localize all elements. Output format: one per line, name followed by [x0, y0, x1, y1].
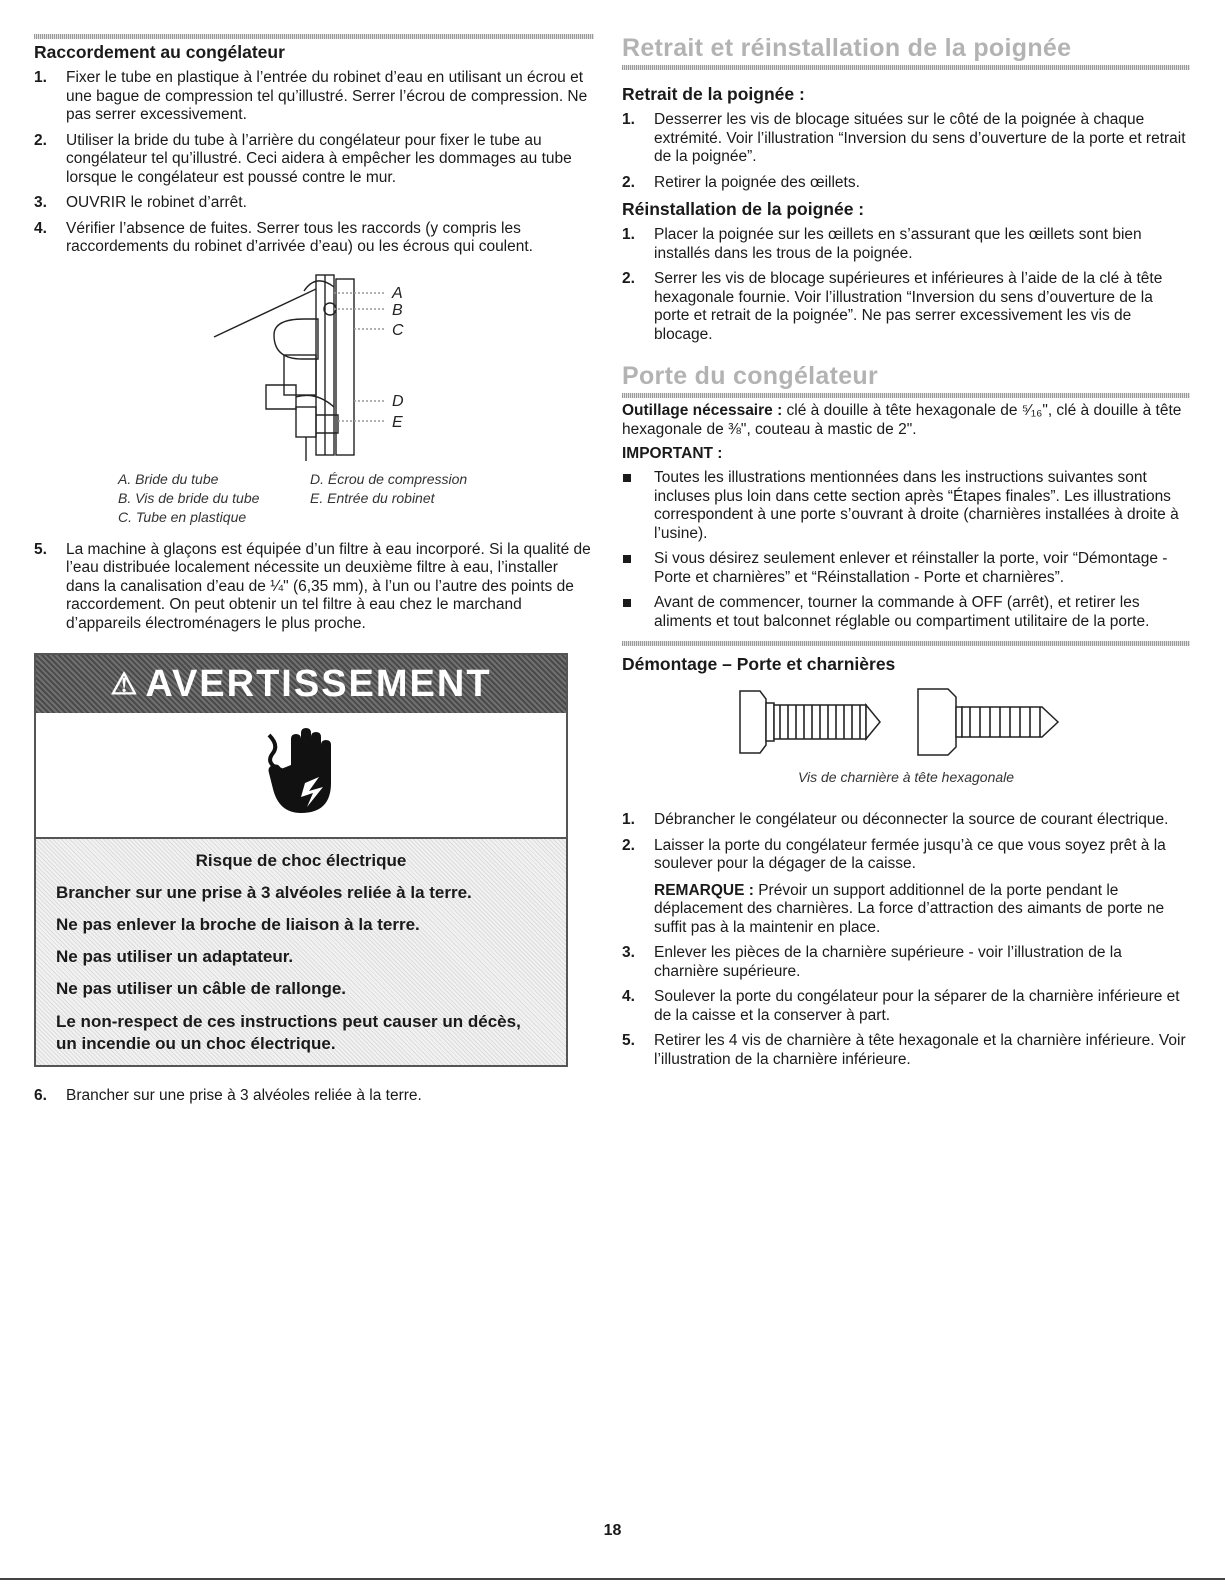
heading-demontage: Démontage – Porte et charnières — [622, 654, 896, 674]
warning-line: Ne pas utiliser un câble de rallonge. — [56, 979, 347, 998]
list-item: 2. Utiliser la bride du tube à l’arrière du congélateur pour fixer le tube au congélateur tel qu’illustré. Ceci aidera à empêcher les dommages au tube lorsque le congélateur est poussé contre le mur. — [34, 131, 572, 186]
list-item: 5. La machine à glaçons est équipée d’un filtre à eau incorporé. Si la qualité de l’eau distribuée localement nécessite un deuxième filtre à eau, l’installer dans la canalisation d’eau de ¼" (6,35 mm), à l’un ou l’autre des points de raccordement. On peut obtenir un tel filtre à eau chez le marchand d’appareils électroménagers le plus proche. — [34, 540, 591, 632]
section-rule — [622, 65, 1190, 70]
callout-d: D — [392, 392, 404, 410]
list-item: 4. Vérifier l’absence de fuites. Serrer tous les raccords (y compris les raccordements du robinet d’arrivée d’eau) ou les écrous qui coulent. — [34, 219, 533, 255]
outillage-paragraph: Outillage nécessaire : clé à douille à tête hexagonale de ⁵⁄₁₆", clé à douille à tête hexagonale de ⅜", couteau à mastic de 2". — [622, 402, 1182, 438]
list-item: Si vous désirez seulement enlever et réinstaller la porte, voir “Démontage - Porte et charnières” et “Réinstallation - Porte et charnières”. — [622, 550, 1190, 587]
callout-c: C — [392, 321, 404, 339]
section-rule — [622, 393, 1190, 398]
list-item: 5. Retirer les 4 vis de charnière à tête hexagonale et la charnière inférieure. Voir l’illustration de la charnière inférieure. — [622, 1032, 1186, 1068]
important-label: IMPORTANT : — [622, 445, 723, 462]
list-item: Toutes les illustrations mentionnées dans les instructions suivantes sont incluses plus loin dans cette section après “Étapes finales”. Les illustrations correspondent à une porte s’ouvrant à droite (charnières installées à droite à l’usine). — [622, 469, 1190, 543]
important-bullets — [622, 469, 1190, 631]
reinstallation-steps — [622, 226, 1190, 344]
list-item: 2. Retirer la poignée des œillets. — [622, 173, 860, 191]
list-item: 1. Placer la poignée sur les œillets en s’assurant que les œillets sont bien installés dans les trous de la poignée. — [622, 226, 1142, 262]
warning-header: ⚠ AVERTISSEMENT — [36, 655, 566, 713]
figure-legend: A. Bride du tube D. Écrou de compression B. Vis de bride du tube E. Entrée du robinet C. Tube en plastique — [118, 470, 468, 525]
section-title-poignee: Retrait et réinstallation de la poignée — [622, 34, 1072, 62]
heading-retrait: Retrait de la poignée : — [622, 84, 805, 104]
section-rule — [34, 34, 594, 39]
raccordement-step5 — [34, 541, 594, 634]
callout-e: E — [392, 413, 403, 431]
list-item: 6. Brancher sur une prise à 3 alvéoles reliée à la terre. — [34, 1087, 422, 1104]
list-item: Avant de commencer, tourner la commande à OFF (arrêt), et retirer les aliments et tout balconnet réglable ou compartiment utilitaire de la porte. — [622, 594, 1190, 631]
callout-b: B — [392, 301, 403, 319]
hex-head-screws-illustration — [622, 681, 1190, 759]
list-item: 1. Desserrer les vis de blocage situées sur le côté de la poignée à chaque extrémité. Voir l’illustration “Inversion du sens d’ouverture de la porte et retrait de la poignée”. — [622, 111, 1186, 165]
warning-subtitle: Risque de choc électrique — [195, 851, 407, 870]
raccordement-steps — [34, 69, 594, 257]
list-item: 3. OUVRIR le robinet d’arrêt. — [34, 194, 247, 211]
list-item: 2. Laisser la porte du congélateur fermée jusqu’à ce que vous soyez prêt à la soulever pour la dégager de la caisse. REMARQUE : Prévoir un support additionnel de la porte pendant le déplacement des charnières. La force d’attraction des aimants de porte ne suffit pas à la maintenir en place. — [622, 837, 1190, 938]
electric-shock-hand-icon — [261, 725, 341, 825]
list-item: 1. Fixer le tube en plastique à l’entrée du robinet d’eau en utilisant un écrou et une bague de compression tel qu’illustré. Serrer l’écrou de compression. Ne pas serrer excessivement. — [34, 69, 588, 123]
heading-reinstallation: Réinstallation de la poignée : — [622, 199, 865, 219]
raccordement-step6 — [34, 1087, 594, 1106]
page-number: 18 — [603, 1522, 622, 1539]
warning-line: Ne pas enlever la broche de liaison à la terre. — [56, 915, 420, 934]
right-column — [622, 34, 1190, 1076]
callout-a: A — [392, 284, 403, 302]
warning-box — [34, 653, 568, 1067]
warning-line: Ne pas utiliser un adaptateur. — [56, 947, 294, 966]
section-title-porte: Porte du congélateur — [622, 362, 879, 390]
warning-line: Brancher sur une prise à 3 alvéoles reliée à la terre. — [56, 883, 472, 902]
page-bottom-rule — [0, 1578, 1225, 1580]
list-item: 3. Enlever les pièces de la charnière supérieure - voir l’illustration de la charnière supérieure. — [622, 944, 1122, 980]
screw-caption: Vis de charnière à tête hexagonale — [797, 769, 1015, 785]
remarque-note: REMARQUE : Prévoir un support additionnel de la porte pendant le déplacement des charnières. La force d’attraction des aimants de porte ne suffit pas à la maintenir en place. — [654, 881, 1165, 936]
section-rule — [622, 641, 1190, 646]
warning-line: Le non-respect de ces instructions peut causer un décès, un incendie ou un choc électrique. — [56, 1012, 521, 1053]
warning-triangle-icon: ⚠ — [110, 667, 140, 701]
retrait-steps — [622, 111, 1190, 192]
list-item: 2. Serrer les vis de blocage supérieures et inférieures à l’aide de la clé à tête hexagonale fournie. Voir l’illustration “Inversion du sens d’ouverture de la porte et retrait de la poignée”. Ne pas serrer excessivement les vis de blocage. — [622, 270, 1163, 343]
water-valve-diagram — [34, 265, 594, 465]
list-item: 4. Soulever la porte du congélateur pour la séparer de la charnière inférieure et de la caisse et la conserver à part. — [622, 988, 1180, 1024]
list-item: 1. Débrancher le congélateur ou déconnecter la source de courant électrique. — [622, 811, 1169, 828]
left-column — [34, 34, 594, 1113]
heading-raccordement: Raccordement au congélateur — [34, 42, 285, 62]
demontage-steps — [622, 811, 1190, 1069]
